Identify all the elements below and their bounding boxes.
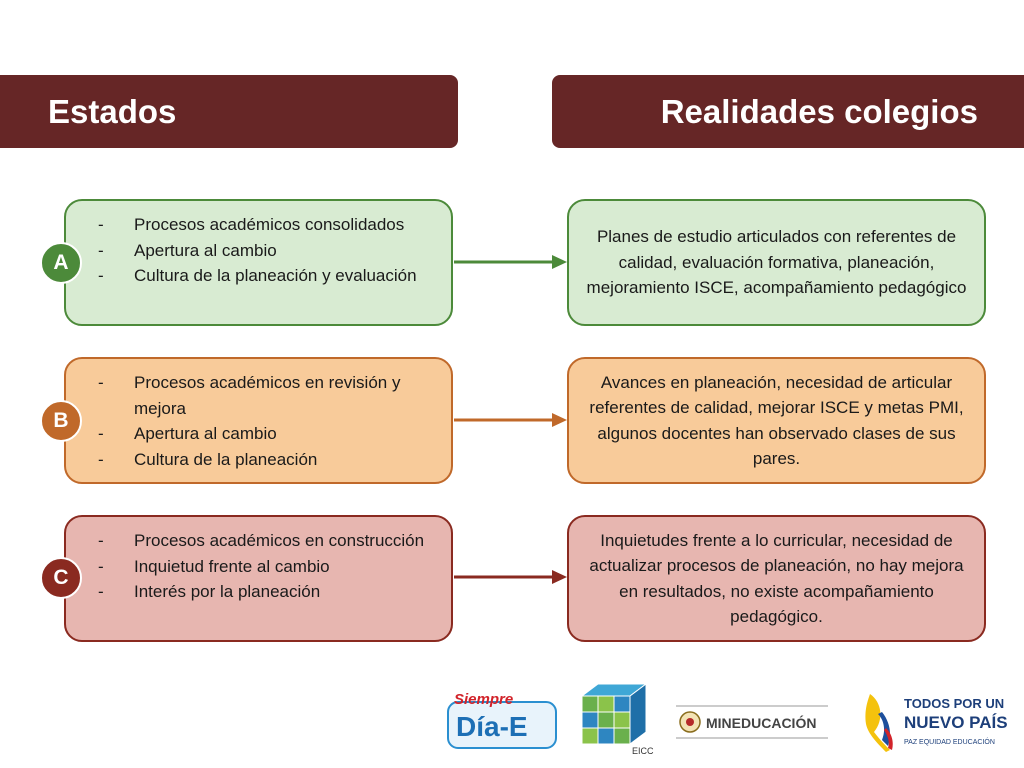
- eicc-cube-logo: [578, 680, 654, 758]
- state-item: - Procesos académicos en construcción: [96, 528, 439, 554]
- badge-b: B: [40, 400, 82, 442]
- badge-c: C: [40, 557, 82, 599]
- header-estados-title: Estados: [48, 92, 177, 130]
- state-item: - Cultura de la planeación y evaluación: [96, 263, 439, 289]
- nuevo-pais-line2: NUEVO PAÍS: [904, 713, 1008, 732]
- state-box-b: [64, 357, 453, 484]
- state-item: - Interés por la planeación: [96, 579, 439, 605]
- mineducacion-logo: [676, 702, 828, 742]
- reality-text: Avances en planeación, necesidad de articular referentes de calidad, mejorar ISCE y metas PMI, algunos docentes han observado clases de sus pares.: [589, 372, 964, 468]
- state-item: - Procesos académicos en revisión y mejora: [96, 370, 439, 421]
- header-realidades-title: Realidades colegios: [660, 92, 978, 130]
- footer-logos: [440, 680, 1020, 760]
- state-item: - Inquietud frente al cambio: [96, 554, 439, 580]
- mineducacion-text: MINEDUCACIÓN: [706, 715, 817, 731]
- arrow-right-icon: [454, 567, 568, 587]
- state-item: - Apertura al cambio: [96, 238, 439, 264]
- reality-box-b: [567, 357, 986, 484]
- state-item: - Cultura de la planeación: [96, 447, 439, 473]
- header-realidades: [552, 75, 1024, 148]
- arrow-right-icon: [454, 252, 568, 272]
- arrow-right-icon: [454, 410, 568, 430]
- state-item: - Apertura al cambio: [96, 421, 439, 447]
- siempre-text: Siempre: [454, 691, 514, 708]
- state-box-a: [64, 199, 453, 326]
- header-estados: [0, 75, 458, 148]
- state-box-c: [64, 515, 453, 642]
- reality-text: Inquietudes frente a lo curricular, necesidad de actualizar procesos de planeación, no hay mejora en resultados, no existe acompañamiento pedagógico.: [589, 530, 964, 626]
- badge-a: A: [40, 242, 82, 284]
- reality-box-c: [567, 515, 986, 642]
- state-item: - Procesos académicos consolidados: [96, 212, 439, 238]
- reality-box-a: [567, 199, 986, 326]
- nuevo-pais-logo: [860, 684, 1020, 756]
- nuevo-pais-line3: PAZ EQUIDAD EDUCACIÓN: [904, 739, 995, 746]
- reality-text: Planes de estudio articulados con referentes de calidad, evaluación formativa, planeación, mejoramiento ISCE, acompañamiento pedagógico: [586, 227, 967, 298]
- nuevo-pais-line1: TODOS POR UN: [904, 696, 1005, 711]
- eicc-text: EICC: [632, 746, 654, 756]
- siempre-dia-e-logo: [446, 686, 561, 752]
- dia-e-text: Día-E: [456, 711, 528, 742]
